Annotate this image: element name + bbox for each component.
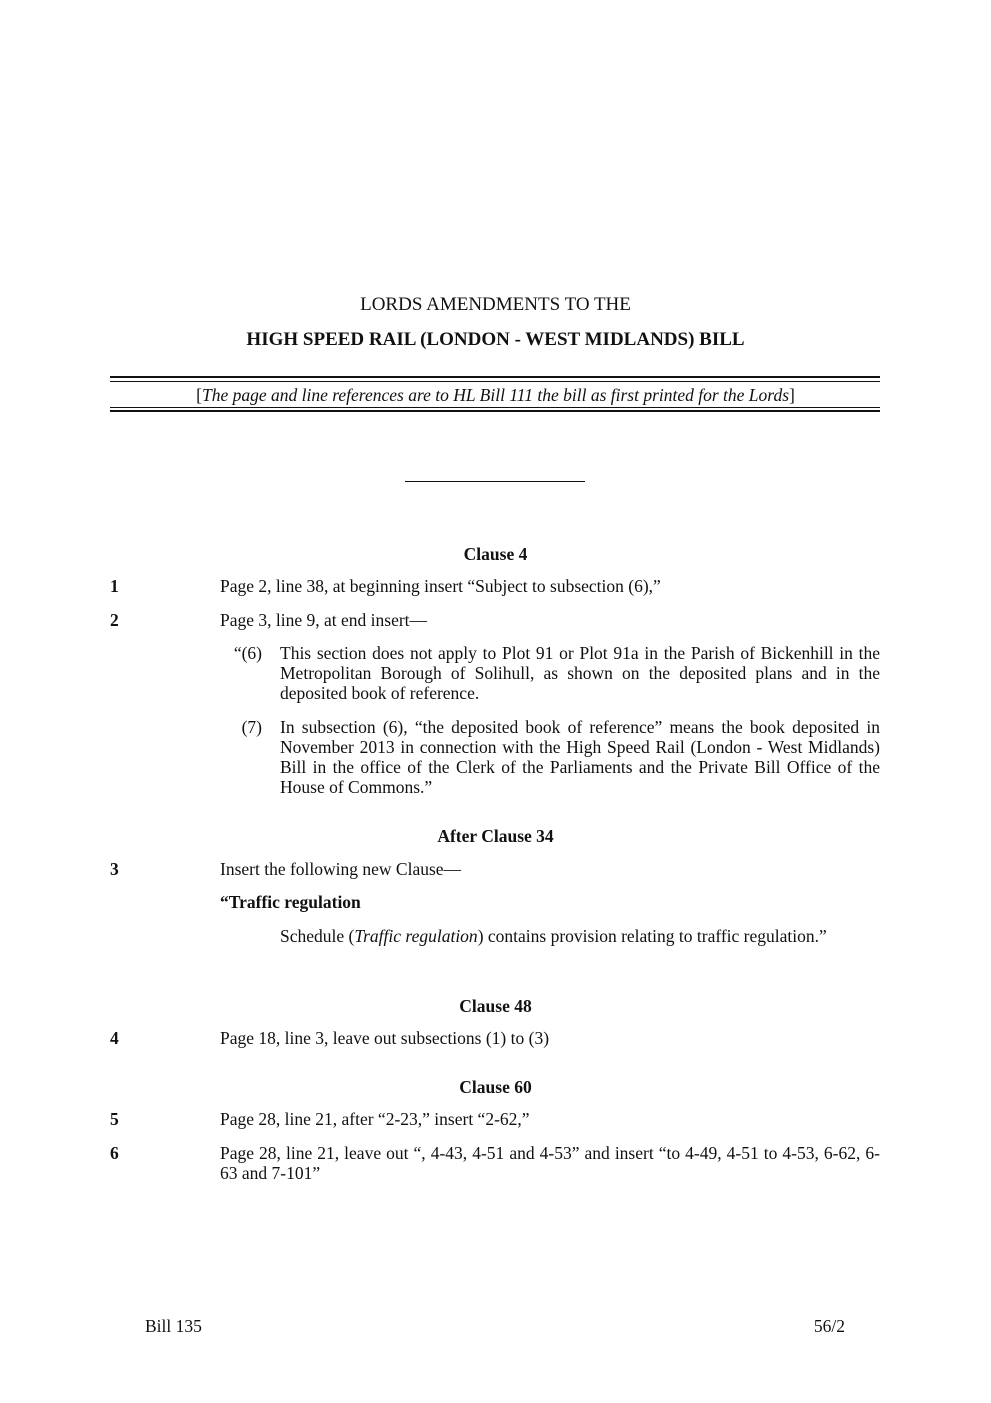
divider — [110, 410, 880, 412]
document-title-bill: HIGH SPEED RAIL (LONDON - WEST MIDLANDS) BILL — [246, 329, 745, 350]
amendment-number: 1 — [110, 576, 119, 596]
amendment-text: Page 18, line 3, leave out subsections (1) to (3) — [220, 1028, 550, 1048]
new-clause-text: Schedule (Traffic regulation) contains provision relating to traffic regulation.” — [280, 926, 827, 946]
short-divider — [405, 481, 585, 482]
amendment-number: 2 — [110, 610, 119, 630]
section-heading: After Clause 34 — [437, 826, 554, 846]
amendment-text: Insert the following new Clause— — [220, 859, 462, 879]
footer-bill-number: Bill 135 — [145, 1316, 202, 1336]
subsection-label: “(6) — [233, 643, 262, 663]
footer-print-ref: 56/2 — [813, 1316, 845, 1336]
subsection-label: (7) — [241, 717, 262, 737]
subsection-text: In subsection (6), “the deposited book of reference” means the book deposited in November 2013 in connection with the High Speed Rail (London - West Midlands) Bill in the office of the Clerk of the Parliaments and the Private Bill Office of the House of Commons.” — [280, 717, 880, 797]
amendment-text: Page 28, line 21, after “2-23,” insert “2-62,” — [220, 1109, 530, 1129]
new-clause-title: “Traffic regulation — [220, 892, 361, 912]
subsection-text: This section does not apply to Plot 91 or Plot 91a in the Parish of Bickenhill in the Metropolitan Borough of Solihull, as shown on the deposited plans and in the deposited book of reference. — [280, 643, 880, 703]
document-title-line1: LORDS AMENDMENTS TO THE — [360, 294, 631, 315]
amendment-text: Page 3, line 9, at end insert— — [220, 610, 428, 630]
section-heading: Clause 48 — [459, 996, 532, 1016]
amendment-number: 4 — [110, 1028, 119, 1048]
divider — [110, 381, 880, 382]
divider — [110, 376, 880, 378]
divider — [110, 407, 880, 408]
section-heading: Clause 4 — [463, 544, 528, 564]
amendment-text: Page 2, line 38, at beginning insert “Subject to subsection (6),” — [220, 576, 661, 596]
reference-note: [The page and line references are to HL Bill 111 the bill as first printed for the Lords] — [196, 385, 795, 405]
section-heading: Clause 60 — [459, 1077, 532, 1097]
amendment-number: 3 — [110, 859, 119, 879]
amendment-number: 6 — [110, 1143, 119, 1163]
amendment-number: 5 — [110, 1109, 119, 1129]
amendment-text: Page 28, line 21, leave out “, 4-43, 4-51 and 4-53” and insert “to 4-49, 4-51 to 4-53, 6-62, 6-63 and 7-101” — [220, 1143, 880, 1183]
